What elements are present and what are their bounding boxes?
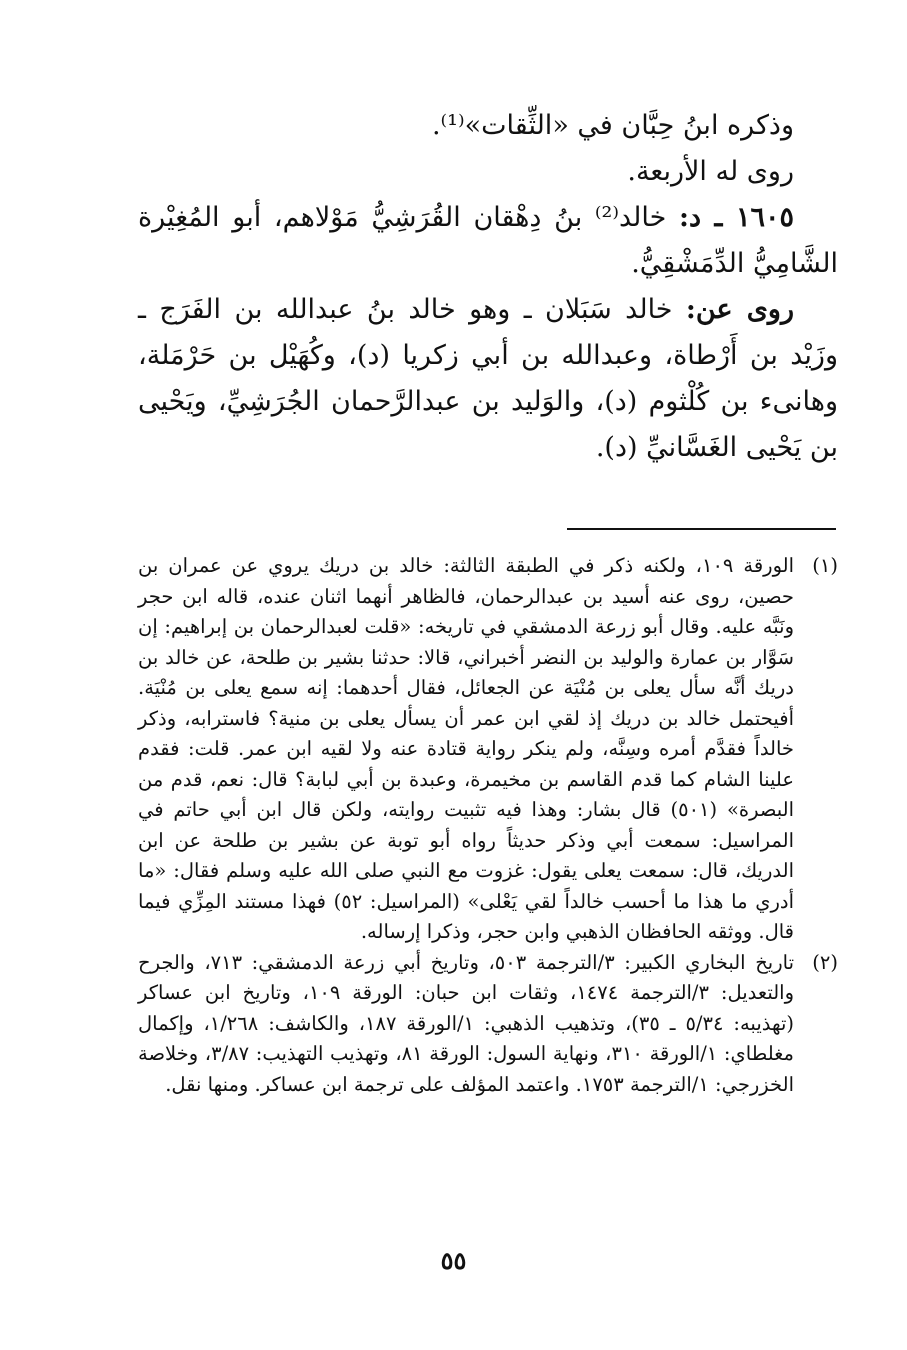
main-text xyxy=(138,103,838,471)
footnote-text: الورقة ١٠٩، ولكنه ذكر في الطبقة الثالثة: خالد بن دريك يروي عن عمران بن حصين، روى عنه أسيد بن عبدالرحمان، فالظاهر أنهما اثنان عنده، قاله ابن حجر ونَبَّه عليه. وقال أبو زرعة الدمشقي في تاريخه: «قلت لعبدالرحمان بن إبراهيم: إن سَوَّار بن عمارة والوليد بن النضر أخبراني، قالا: حدثنا بشير بن طلحة، عن خالد بن دريك أنَّه سأل يعلى بن مُنْيَة عن الجعائل، فقال أحدهما: إنه سمع يعلى بن مُنْيَة. أفيحتمل خالد بن دريك إذ لقي ابن عمر أن يسأل يعلى بن منية؟ فاسترابه، وذكر خالداً فقدَّم أمره وسِنَّه، ولم ينكر رواية قتادة عنه ولا لقيه ابن عمر. قلت: فقدم علينا الشام كما قدم القاسم بن مخيمرة، وعبدة بن أبي لبابة؟ قال: نعم، قدم من البصرة» (٥٠١) قال بشار: وهذا فيه تثبيت روايته، ولكن قال ابن أبي حاتم في المراسيل: سمعت أبي وذكر حديثاً رواه أبو توبة عن بشير بن طلحة عن ابن الدريك، قال: سمعت يعلى يقول: غزوت مع النبي صلى الله عليه وسلم فقال: «ما أدري ما هذا ما أحسب خالداً لقي يَعْلى» (المراسيل: ٥٢) فهذا مستند المِزِّي فيما قال. ووثقه الحافظان الذهبي وابن حجر، وذكرا إرساله. xyxy=(138,554,795,943)
footnote-text: تاريخ البخاري الكبير: ٣/الترجمة ٥٠٣، وتاريخ أبي زرعة الدمشقي: ٧١٣، والجرح والتعديل: ٣/الترجمة ١٤٧٤، وثقات ابن حبان: الورقة ١٠٩، وتاريخ ابن عساكر (تهذيبه: ٥/٣٤ ـ ٣٥)، وتذهيب الذهبي: ١/الورقة ١٨٧، والكاشف: ١/٢٦٨، وإكمال مغلطاي: ١/الورقة ٣١٠، ونهاية السول: الورقة ٨١، وتهذيب التهذيب: ٣/٨٧، وخلاصة الخزرجي: ١/الترجمة ١٧٥٣. واعتمد المؤلف على ترجمة ابن عساكر. ومنها نقل. xyxy=(138,950,795,1096)
narrated-from-paragraph xyxy=(138,287,838,471)
text-line-ibn-hibban: وذكره ابنُ حِبَّان في «الثِّقات»⁽¹⁾. xyxy=(431,110,794,141)
entry-number: ١٦٠٥ ـ د: xyxy=(679,202,794,233)
page-number: ٥٥ xyxy=(440,1246,467,1275)
narrated-from-text: خالد سَبَلان ـ وهو خالد بنُ عبدالله بن الفَرَج ـ وزَيْد بن أَرْطاة، وعبدالله بن أبي زكريا (د)، وكُهَيْل بن حَرْمَلة، وهانىء بن كُلْثوم (د)، والوَليد بن عبدالرَّحمان الجُرَشِيِّ، ويَحْيى بن يَحْيى الغَسَّانيِّ (د). xyxy=(138,294,838,463)
entry-heading: خالد⁽²⁾ بنُ دِهْقان القُرَشِيُّ مَوْلاهم، أبو المُغِيْرة الشَّامِيُّ الدِّمَشْقِيُّ. xyxy=(138,202,838,279)
footnote-marker: (١) xyxy=(812,554,838,577)
footnote-1 xyxy=(138,551,838,948)
footnote-marker: (٢) xyxy=(812,950,838,974)
biography-entry xyxy=(138,195,838,287)
narrated-from-label: روى عن: xyxy=(685,294,794,325)
footnote-separator xyxy=(567,528,836,530)
text-line-narrators-four: روى له الأربعة. xyxy=(627,156,794,187)
footnote-2 xyxy=(138,948,838,1101)
footnotes xyxy=(138,551,838,1100)
